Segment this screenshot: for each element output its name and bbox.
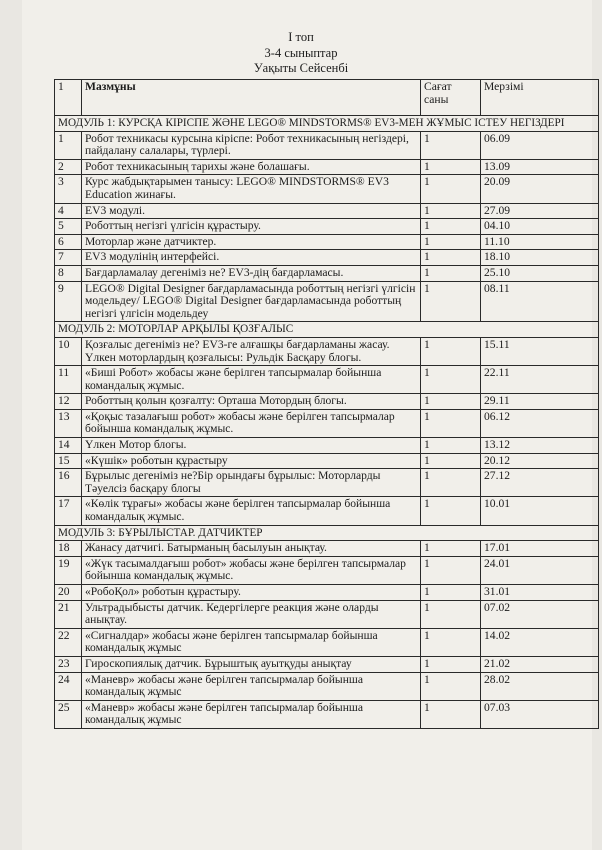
table-row — [55, 453, 599, 469]
lesson-hours: 1 — [421, 219, 481, 235]
lesson-topic: «Күшік» роботын құрастыру — [82, 453, 421, 469]
lesson-topic: LEGO® Digital Designer бағдарламасында роботтың негізгі үлгісін модельдеу/ LEGO® Digital Designer бағдарламасында роботтың негізгі үлгісін модельдеу — [82, 281, 421, 322]
lesson-topic: EV3 модулі. — [82, 203, 421, 219]
lesson-hours: 1 — [421, 394, 481, 410]
table-row — [55, 131, 599, 159]
lesson-hours: 1 — [421, 337, 481, 365]
lesson-number: 20 — [55, 585, 82, 601]
table-row — [55, 600, 599, 628]
group-title: I топ — [288, 30, 314, 44]
lesson-topic: Гироскопиялық датчик. Бұрыштық ауытқуды анықтау — [82, 656, 421, 672]
lesson-number: 18 — [55, 541, 82, 557]
lesson-hours: 1 — [421, 556, 481, 584]
table-row — [55, 497, 599, 525]
lesson-date: 24.01 — [481, 556, 599, 584]
lesson-date: 06.12 — [481, 409, 599, 437]
lesson-hours: 1 — [421, 628, 481, 656]
lesson-date: 13.09 — [481, 159, 599, 175]
table-row — [55, 700, 599, 728]
table-row — [55, 469, 599, 497]
lesson-number: 1 — [55, 131, 82, 159]
column-header-number: 1 — [55, 80, 82, 116]
lesson-topic: Үлкен Мотор блогы. — [82, 438, 421, 454]
lesson-date: 18.10 — [481, 250, 599, 266]
lesson-topic: Курс жабдықтарымен танысу: LEGO® MINDSTORMS® EV3 Education жинағы. — [82, 175, 421, 203]
lesson-hours: 1 — [421, 438, 481, 454]
lesson-hours: 1 — [421, 159, 481, 175]
table-row — [55, 556, 599, 584]
lesson-date: 15.11 — [481, 337, 599, 365]
lesson-number: 16 — [55, 469, 82, 497]
lesson-hours: 1 — [421, 585, 481, 601]
lesson-topic: Роботтың қолын қозғалту: Орташа Мотордың блогы. — [82, 394, 421, 410]
module-header-row — [55, 322, 599, 338]
lesson-hours: 1 — [421, 469, 481, 497]
lesson-date: 07.02 — [481, 600, 599, 628]
curriculum-table — [54, 79, 599, 729]
table-row — [55, 159, 599, 175]
lesson-date: 17.01 — [481, 541, 599, 557]
lesson-hours: 1 — [421, 453, 481, 469]
lesson-date: 27.09 — [481, 203, 599, 219]
table-row — [55, 672, 599, 700]
lesson-number: 24 — [55, 672, 82, 700]
lesson-topic: Робот техникасы курсына кіріспе: Робот техникасының негіздері, пайдалану салалары, түрлері. — [82, 131, 421, 159]
lesson-hours: 1 — [421, 700, 481, 728]
lesson-number: 5 — [55, 219, 82, 235]
lesson-number: 11 — [55, 366, 82, 394]
lesson-number: 13 — [55, 409, 82, 437]
table-row — [55, 219, 599, 235]
table-row — [55, 541, 599, 557]
lesson-hours: 1 — [421, 366, 481, 394]
table-row — [55, 394, 599, 410]
lesson-topic: «РобоҚол» роботын құрастыру. — [82, 585, 421, 601]
lesson-topic: «Қоқыс тазалағыш робот» жобасы және берілген тапсырмалар бойынша командалық жұмыс. — [82, 409, 421, 437]
table-row — [55, 265, 599, 281]
lesson-date: 20.09 — [481, 175, 599, 203]
column-header-content: Мазмұны — [82, 80, 421, 116]
lesson-number: 4 — [55, 203, 82, 219]
lesson-date: 10.01 — [481, 497, 599, 525]
lesson-hours: 1 — [421, 497, 481, 525]
lesson-number: 12 — [55, 394, 82, 410]
column-header-date: Мерзімі — [481, 80, 599, 116]
lesson-topic: Робот техникасының тарихы және болашағы. — [82, 159, 421, 175]
module-header-row — [55, 116, 599, 132]
table-row — [55, 438, 599, 454]
lesson-date: 21.02 — [481, 656, 599, 672]
lesson-number: 10 — [55, 337, 82, 365]
lesson-date: 28.02 — [481, 672, 599, 700]
lesson-topic: Қозғалыс дегеніміз не? EV3-ге алғашқы бағдарламаны жасау. Үлкен моторлардың қозғалысы: Рульдік Басқару блогы. — [82, 337, 421, 365]
lesson-number: 19 — [55, 556, 82, 584]
lesson-topic: Моторлар және датчиктер. — [82, 234, 421, 250]
table-row — [55, 234, 599, 250]
lesson-number: 25 — [55, 700, 82, 728]
lesson-date: 04.10 — [481, 219, 599, 235]
lesson-hours: 1 — [421, 250, 481, 266]
lesson-number: 21 — [55, 600, 82, 628]
lesson-number: 2 — [55, 159, 82, 175]
lesson-number: 3 — [55, 175, 82, 203]
grades-title: 3-4 сыныптар — [264, 46, 338, 60]
lesson-hours: 1 — [421, 281, 481, 322]
lesson-date: 29.11 — [481, 394, 599, 410]
lesson-date: 06.09 — [481, 131, 599, 159]
lesson-hours: 1 — [421, 672, 481, 700]
lesson-topic: «Биші Робот» жобасы және берілген тапсырмалар бойынша командалық жұмыс. — [82, 366, 421, 394]
table-row — [55, 585, 599, 601]
lesson-topic: Бұрылыс дегеніміз не?Бір орындағы бұрылыс: Моторларды Тәуелсіз басқару блогы — [82, 469, 421, 497]
table-row — [55, 250, 599, 266]
table-row — [55, 656, 599, 672]
lesson-topic: EV3 модулінің интерфейсі. — [82, 250, 421, 266]
table-row — [55, 409, 599, 437]
lesson-number: 22 — [55, 628, 82, 656]
lesson-topic: «Жүк тасымалдағыш робот» жобасы және берілген тапсырмалар бойынша командалық жұмыс. — [82, 556, 421, 584]
lesson-date: 22.11 — [481, 366, 599, 394]
lesson-date: 27.12 — [481, 469, 599, 497]
module-title: МОДУЛЬ 3: БҰРЫЛЫСТАР. ДАТЧИКТЕР — [55, 525, 599, 541]
table-row — [55, 366, 599, 394]
table-header-row — [55, 80, 599, 116]
lesson-hours: 1 — [421, 175, 481, 203]
lesson-topic: «Көлік тұрағы» жобасы және берілген тапсырмалар бойынша командалық жұмыс. — [82, 497, 421, 525]
lesson-date: 11.10 — [481, 234, 599, 250]
lesson-topic: Жанасу датчигі. Батырманың басылуын анықтау. — [82, 541, 421, 557]
lesson-topic: «Маневр» жобасы және берілген тапсырмалар бойынша командалық жұмыс — [82, 672, 421, 700]
lesson-hours: 1 — [421, 203, 481, 219]
lesson-date: 31.01 — [481, 585, 599, 601]
lesson-hours: 1 — [421, 656, 481, 672]
module-header-row — [55, 525, 599, 541]
lesson-number: 6 — [55, 234, 82, 250]
table-body — [55, 116, 599, 729]
table-row — [55, 337, 599, 365]
lesson-number: 7 — [55, 250, 82, 266]
module-title: МОДУЛЬ 2: МОТОРЛАР АРҚЫЛЫ ҚОЗҒАЛЫС — [55, 322, 599, 338]
table-row — [55, 628, 599, 656]
table-row — [55, 281, 599, 322]
column-header-hours: Сағат саны — [421, 80, 481, 116]
module-title: МОДУЛЬ 1: КУРСҚА КІРІСПЕ ЖӘНЕ LEGO® MINDSTORMS® EV3-МЕН ЖҰМЫС ІСТЕУ НЕГІЗДЕРІ — [55, 116, 599, 132]
lesson-date: 25.10 — [481, 265, 599, 281]
lesson-topic: Бағдарламалау дегеніміз не? EV3-дің бағдарламасы. — [82, 265, 421, 281]
lesson-topic: «Маневр» жобасы және берілген тапсырмалар бойынша командалық жұмыс — [82, 700, 421, 728]
lesson-topic: Ультрадыбысты датчик. Кедергілерге реакция және оларды анықтау. — [82, 600, 421, 628]
lesson-topic: «Сигналдар» жобасы және берілген тапсырмалар бойынша командалық жұмыс — [82, 628, 421, 656]
lesson-number: 15 — [55, 453, 82, 469]
lesson-number: 17 — [55, 497, 82, 525]
lesson-number: 14 — [55, 438, 82, 454]
lesson-date: 07.03 — [481, 700, 599, 728]
lesson-topic: Роботтың негізгі үлгісін құрастыру. — [82, 219, 421, 235]
lesson-hours: 1 — [421, 265, 481, 281]
lesson-number: 8 — [55, 265, 82, 281]
lesson-number: 23 — [55, 656, 82, 672]
lesson-hours: 1 — [421, 234, 481, 250]
lesson-hours: 1 — [421, 600, 481, 628]
lesson-hours: 1 — [421, 541, 481, 557]
lesson-date: 14.02 — [481, 628, 599, 656]
schedule-title: Уақыты Сейсенбі — [253, 61, 349, 75]
table-row — [55, 203, 599, 219]
table-row — [55, 175, 599, 203]
lesson-date: 13.12 — [481, 438, 599, 454]
lesson-hours: 1 — [421, 131, 481, 159]
lesson-date: 20.12 — [481, 453, 599, 469]
lesson-number: 9 — [55, 281, 82, 322]
lesson-hours: 1 — [421, 409, 481, 437]
lesson-date: 08.11 — [481, 281, 599, 322]
